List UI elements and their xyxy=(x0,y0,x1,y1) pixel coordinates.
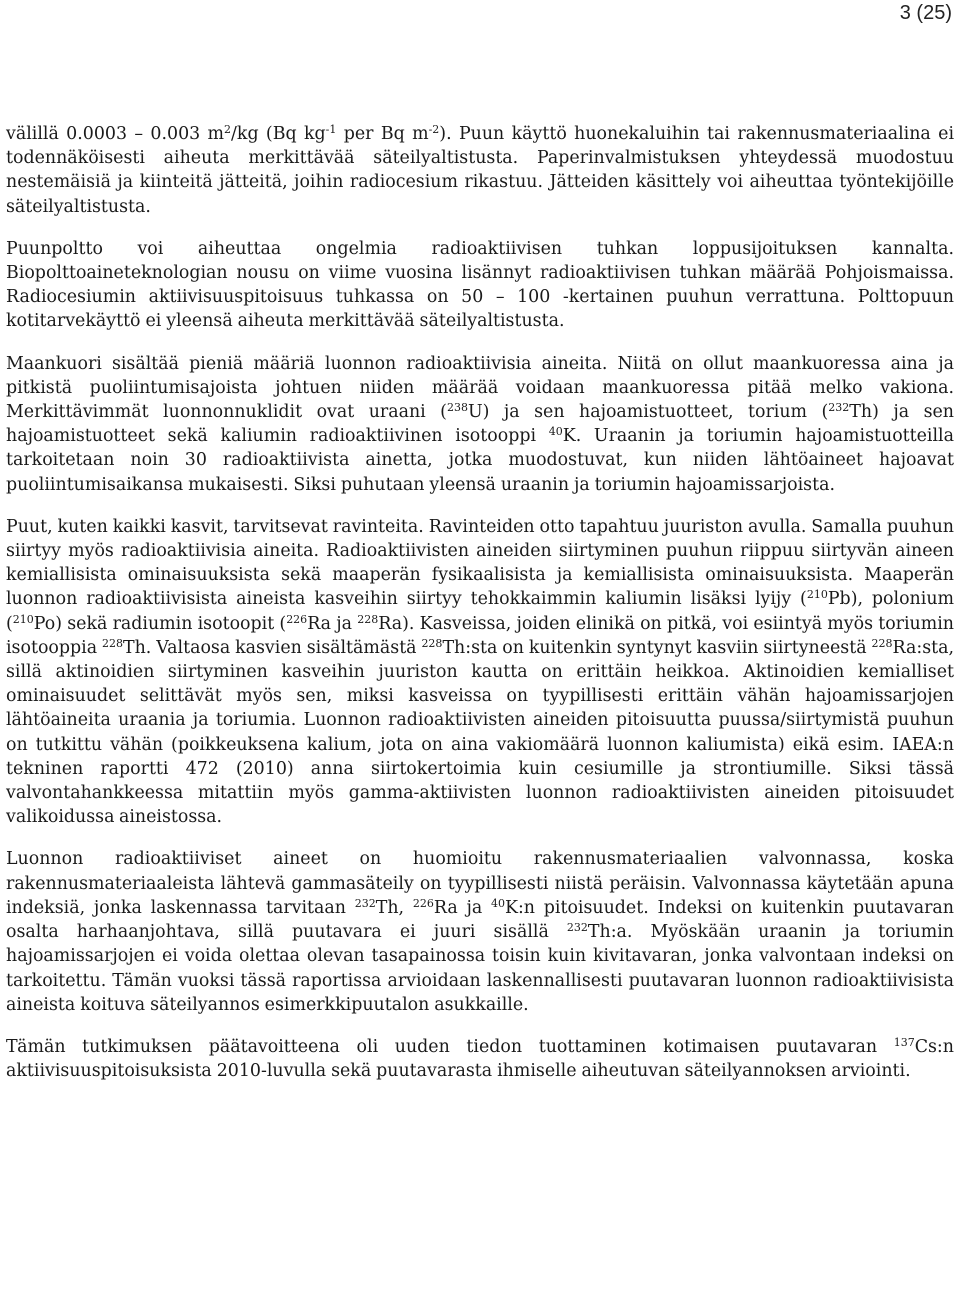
superscript: 40 xyxy=(490,896,505,910)
superscript: -1 xyxy=(325,123,337,136)
superscript: 137 xyxy=(893,1035,915,1049)
superscript: 228 xyxy=(421,636,443,650)
paragraph-wood-burning-ash: Puunpoltto voi aiheuttaa ongelmia radioaktiivisen tuhkan loppusijoituksen kannalta. Biopolttoaineteknologian nousu on viime vuosina lisännyt radioaktiivisen tuhkan määrää Pohjoismaissa. Radiocesiumin aktiivisuuspitoisuus tuhkassa on 50 – 100 -kertainen puuhun verrattuna. Polttopuun kotitarvekäyttö ei yleensä aiheuta merkittävää säteilyaltistusta. xyxy=(6,238,954,332)
paragraph-tree-nutrient-uptake: Puut, kuten kaikki kasvit, tarvitsevat ravinteita. Ravinteiden otto tapahtuu juuriston avulla. Samalla puuhun siirtyy myös radioaktiivisia aineita. Radioaktiivisten aineiden siirtyminen puuhun riippuu siirtyvän aineen kemiallisista ominaisuuksista sekä maaperän fysikaalisista ja kemiallisista ominaisuuksista. Maaperän luonnon radioaktiivisista aineista kasveihin siirtyy tehokkaimmin kaliumin lisäksi lyijy ($^{210}$Pb), polonium ($^{210}$Po) sekä radiumin isotoopit ($^{226}$Ra ja $^{228}$Ra). Kasveissa, joiden elinikä on pitkä, voi esiintyä myös toriumin isotooppia $^{228}$Th. Valtaosa kasvien sisältämästä $^{228}$Th:sta on kuitenkin syntynyt kasviin siirtyneestä $^{228}$Ra:sta, sillä aktinoidien siirtyminen kasveihin juuriston kautta on erittäin heikkoa. Aktinoidien kemialliset ominaisuudet selittävät myös sen, miksi kasveissa on tyypillisesti erittäin vähän hajoamissarjojen lähtöaineita uraania ja toriumia. Luonnon radioaktiivisten aineiden pitoisuutta puussa/siirtymistä puuhun on tutkittu vähän (poikkeuksena kalium, jota on aina vakiomäärä luonnon kaliumista) eikä esim. IAEA:n tekninen raportti 472 (2010) anna siirtokertoimia kuin cesiumille ja strontiumille. Siksi tässä valvontahankkeessa mitattiin myös gamma-aktiivisten luonnon radioaktiivisten aineiden pitoisuudet valikoidussa aineistossa. xyxy=(6,516,955,828)
superscript: 226 xyxy=(286,612,308,626)
paragraph-wood-usage: välillä 0.0003 – 0.003 $m^2/kg$ (Bq $kg^{-1}$ per Bq $m^{-2}$). Puun käyttö huonekaluihin tai rakennusmateriaalina ei todennäköisesti aiheuta merkittävää säteilyaltistusta. Paperinvalmistuksen yhteydessä muodostuu nestemäisiä ja kiinteitä jätteitä, joihin radiocesium rikastuu. Jätteiden käsittely voi aiheuttaa työntekijöille säteilyaltistusta. xyxy=(6,123,955,217)
superscript: 232 xyxy=(566,921,588,935)
paragraph-study-objective: Tämän tutkimuksen päätavoitteena oli uuden tiedon tuottaminen kotimaisen puutavaran $^{137}$Cs:n aktiivisuuspitoisuksista 2010-luvulla sekä puutavarasta ihmiselle aiheutuvan säteilyannoksen arviointi. xyxy=(6,1035,954,1082)
superscript: 232 xyxy=(354,896,376,910)
superscript: 228 xyxy=(357,612,379,626)
document-body xyxy=(6,122,954,1101)
superscript: 210 xyxy=(12,612,34,626)
superscript: 40 xyxy=(548,425,563,439)
superscript: 228 xyxy=(871,636,893,650)
page-number: 3 (25) xyxy=(899,2,952,24)
superscript: 232 xyxy=(828,401,850,415)
superscript: 238 xyxy=(446,401,468,415)
superscript: 2 xyxy=(224,123,232,136)
superscript: 210 xyxy=(806,588,828,602)
superscript: 226 xyxy=(412,896,434,910)
paragraph-natural-radionuclides: Maankuori sisältää pieniä määriä luonnon radioaktiivisia aineita. Niitä on ollut maankuoressa aina ja pitkistä puoliintumisajoista johtuen niiden määrää voidaan maankuoressa pitää melko vakiona. Merkittävimmät luonnonnuklidit ovat uraani ($^{238}$U) ja sen hajoamistuotteet, torium ($^{232}$Th) ja sen hajoamistuotteet sekä kaliumin radioaktiivinen isotooppi $^{40}$K. Uraanin ja toriumin hajoamistuotteilla tarkoitetaan noin 30 radioaktiivista ainetta, jotka muodostuvat, kun niiden lähtöaineet hajoavat puoliintumisaikansa mukaisesti. Siksi puhutaan yleensä uraanin ja toriumin hajoamissarjoista. xyxy=(6,353,954,495)
superscript: 228 xyxy=(101,636,123,650)
superscript: -2 xyxy=(428,123,440,136)
paragraph-building-materials: Luonnon radioaktiiviset aineet on huomioitu rakennusmateriaalien valvonnassa, koska rakennusmateriaaleista lähtevä gammasäteily on tyypillisesti niistä peräisin. Valvonnassa käytetään apuna indeksiä, jonka laskennassa tarvitaan $^{232}$Th, $^{226}$Ra ja $^{40}$K:n pitoisuudet. Indeksi on kuitenkin puutavaran osalta harhaanjohtava, sillä puutavara ei juuri sisällä $^{232}$Th:a. Myöskään uraanin ja toriumin hajoamissarjojen ei voida olettaa olevan tasapainossa toisin kuin kivitavaran, jonka valvontaan indeksi on tarkoitettu. Tämän vuoksi tässä raportissa arvioidaan laskennallisesti puutavaran luonnon radioaktiivisista aineista koituva säteilyannos esimerkkipuutalon asukkaille. xyxy=(6,849,954,1015)
